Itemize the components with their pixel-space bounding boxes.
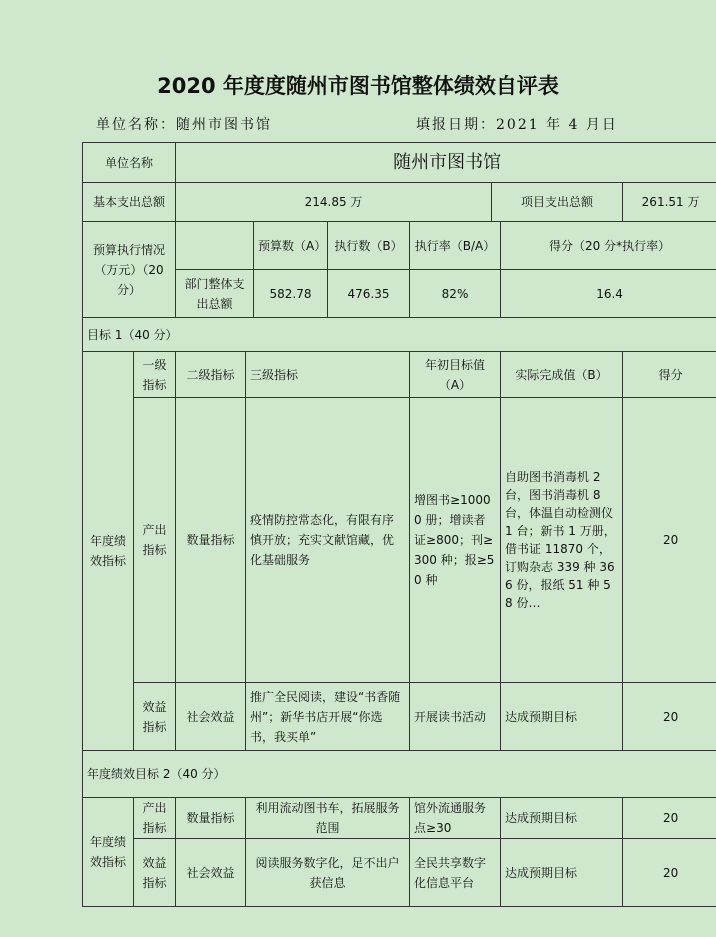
table-row (83, 683, 716, 751)
table-row (83, 270, 716, 318)
r1-score: 20 (623, 398, 716, 683)
r2-score: 20 (623, 683, 716, 751)
r1-actual: 自助图书消毒机 2 台，图书消毒机 8 台，体温自动检测仪 1 台；新书 1 万册，借书证 11870 个，订购杂志 339 种 366 份，报纸 51 种 58 份… (501, 398, 623, 683)
exec-col-header: 执行数（B） (328, 222, 410, 270)
table-row (83, 143, 716, 183)
budget-exec-label: 预算执行情况（万元）（20 分） (83, 222, 176, 318)
goal1-label: 目标 1（40 分） (83, 318, 716, 352)
r3-actual: 达成预期目标 (501, 798, 623, 839)
level1-header: 一级指标 (134, 352, 176, 398)
unit-value-cell: 随州市图书馆 (176, 143, 716, 183)
table-row (83, 751, 716, 798)
level2-header: 二级指标 (176, 352, 246, 398)
unit-label-cell: 单位名称 (83, 143, 176, 183)
basic-expense-label: 基本支出总额 (83, 183, 176, 222)
table-row (83, 318, 716, 352)
page-title: 2020 年度度随州市图书馆整体绩效自评表 (157, 74, 559, 98)
benefit-indicator: 效益指标 (134, 683, 176, 751)
output-indicator: 产出指标 (134, 398, 176, 683)
evaluation-table (82, 142, 716, 907)
r4-actual: 达成预期目标 (501, 839, 623, 907)
rate-col-header: 执行率（B/A） (410, 222, 501, 270)
score-header: 得分 (623, 352, 716, 398)
exec-value: 476.35 (328, 270, 410, 318)
table-row (83, 839, 716, 907)
table-row (83, 222, 716, 270)
r1-target: 增图书≥10000 册；增读者证≥800；刊≥300 种；报≥50 种 (410, 398, 501, 683)
report-date-line: 填报日期：2021 年 4 月日 (416, 117, 618, 133)
quantity-indicator: 数量指标 (176, 398, 246, 683)
r4-score: 20 (623, 839, 716, 907)
score-value: 16.4 (501, 270, 716, 318)
social-benefit-2: 社会效益 (176, 839, 246, 907)
r2-level3: 推广全民阅读，建设“书香随州”；新华书店开展“你选书，我买单” (246, 683, 410, 751)
empty-cell (176, 222, 254, 270)
score-col-header: 得分（20 分*执行率） (501, 222, 716, 270)
r2-actual: 达成预期目标 (501, 683, 623, 751)
annual-indicator-label: 年度绩效指标 (83, 352, 134, 751)
rate-value: 82% (410, 270, 501, 318)
unit-name-line: 单位名称：随州市图书馆 (96, 117, 272, 133)
table-row (83, 798, 716, 839)
r4-level3: 阅读服务数字化，足不出户获信息 (246, 839, 410, 907)
dept-total-label: 部门整体支出总额 (176, 270, 254, 318)
annual-indicator-label-2: 年度绩效指标 (83, 798, 134, 907)
benefit-indicator-2: 效益指标 (134, 839, 176, 907)
r3-level3: 利用流动图书车，拓展服务范围 (246, 798, 410, 839)
basic-expense-value: 214.85 万 (176, 183, 492, 222)
project-expense-label: 项目支出总额 (492, 183, 623, 222)
budget-value: 582.78 (254, 270, 328, 318)
r3-target: 馆外流通服务点≥30 (410, 798, 501, 839)
r3-score: 20 (623, 798, 716, 839)
project-expense-value: 261.51 万 (623, 183, 716, 222)
actual-header: 实际完成值（B） (501, 352, 623, 398)
social-benefit: 社会效益 (176, 683, 246, 751)
table-row (83, 398, 716, 683)
r2-target: 开展读书活动 (410, 683, 501, 751)
goal2-label: 年度绩效目标 2（40 分） (83, 751, 716, 798)
target-header: 年初目标值（A） (410, 352, 501, 398)
output-indicator-2: 产出指标 (134, 798, 176, 839)
r1-level3: 疫情防控常态化，有限有序慎开放；充实文献馆藏，优化基础服务 (246, 398, 410, 683)
level3-header: 三级指标 (246, 352, 410, 398)
budget-col-header: 预算数（A） (254, 222, 328, 270)
table-row (83, 352, 716, 398)
r4-target: 全民共享数字化信息平台 (410, 839, 501, 907)
quantity-indicator-2: 数量指标 (176, 798, 246, 839)
table-row (83, 183, 716, 222)
